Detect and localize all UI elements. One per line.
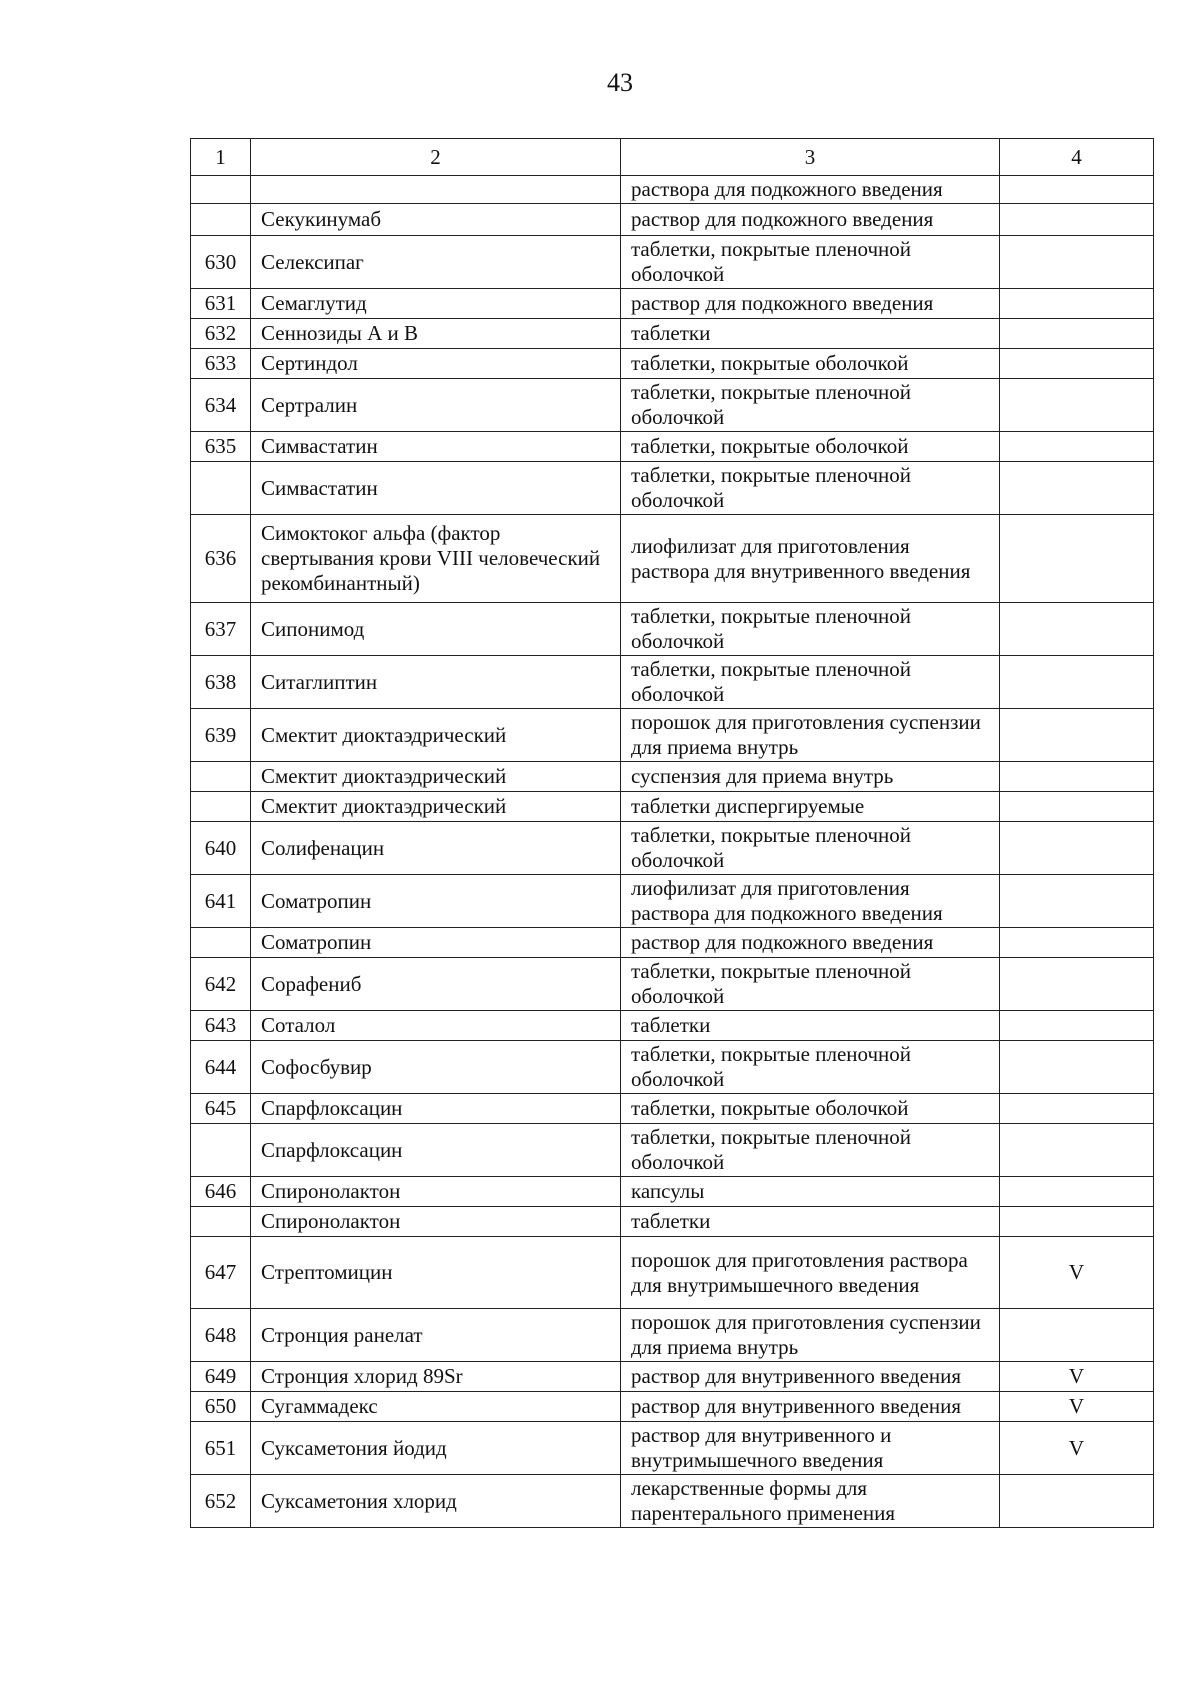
dosage-form-cell: суспензия для приема внутрь [621, 762, 1000, 792]
drug-name-cell: Стрептомицин [251, 1237, 621, 1309]
row-number-cell: 642 [191, 958, 251, 1011]
drug-name-cell: Суксаметония хлорид [251, 1475, 621, 1528]
drug-table [190, 138, 1154, 1528]
mark-cell [1000, 762, 1154, 792]
drug-name-cell: Соталол [251, 1011, 621, 1041]
mark-cell [1000, 379, 1154, 432]
drug-name-cell: Сертралин [251, 379, 621, 432]
dosage-form-cell: таблетки, покрытые пленочной оболочкой [621, 379, 1000, 432]
mark-cell [1000, 319, 1154, 349]
table-row [191, 792, 1154, 822]
table-row [191, 958, 1154, 1011]
row-number-cell [191, 792, 251, 822]
table-row [191, 1041, 1154, 1094]
drug-name-cell: Сорафениб [251, 958, 621, 1011]
mark-cell [1000, 349, 1154, 379]
mark-cell [1000, 928, 1154, 958]
drug-name-cell: Солифенацин [251, 822, 621, 875]
drug-name-cell: Стронция хлорид 89Sr [251, 1362, 621, 1392]
drug-name-cell: Сипонимод [251, 603, 621, 656]
mark-cell: V [1000, 1422, 1154, 1475]
table-row [191, 462, 1154, 515]
drug-name-cell: Семаглутид [251, 289, 621, 319]
row-number-cell: 648 [191, 1309, 251, 1362]
table-row [191, 1207, 1154, 1237]
drug-name-cell: Соматропин [251, 928, 621, 958]
header-cell-1: 1 [191, 139, 251, 176]
table-row [191, 822, 1154, 875]
mark-cell [1000, 1309, 1154, 1362]
table-row [191, 176, 1154, 204]
drug-name-cell: Софосбувир [251, 1041, 621, 1094]
dosage-form-cell: раствор для внутривенного введения [621, 1392, 1000, 1422]
dosage-form-cell: таблетки [621, 1207, 1000, 1237]
table-row [191, 1237, 1154, 1309]
dosage-form-cell: таблетки диспергируемые [621, 792, 1000, 822]
row-number-cell: 647 [191, 1237, 251, 1309]
row-number-cell [191, 762, 251, 792]
drug-name-cell: Симвастатин [251, 432, 621, 462]
drug-name-cell: Стронция ранелат [251, 1309, 621, 1362]
mark-cell [1000, 656, 1154, 709]
table-row [191, 515, 1154, 603]
mark-cell [1000, 176, 1154, 204]
dosage-form-cell: таблетки [621, 1011, 1000, 1041]
drug-name-cell: Секукинумаб [251, 204, 621, 236]
dosage-form-cell: раствор для подкожного введения [621, 928, 1000, 958]
mark-cell [1000, 1041, 1154, 1094]
mark-cell [1000, 1124, 1154, 1177]
mark-cell [1000, 709, 1154, 762]
table-row [191, 709, 1154, 762]
dosage-form-cell: раствор для подкожного введения [621, 204, 1000, 236]
table-row [191, 349, 1154, 379]
dosage-form-cell: таблетки, покрытые оболочкой [621, 1094, 1000, 1124]
table-row [191, 289, 1154, 319]
dosage-form-cell: раствор для внутривенного введения [621, 1362, 1000, 1392]
dosage-form-cell: таблетки, покрытые пленочной оболочкой [621, 1124, 1000, 1177]
row-number-cell [191, 462, 251, 515]
row-number-cell: 630 [191, 236, 251, 289]
drug-name-cell: Спарфлоксацин [251, 1094, 621, 1124]
table-row [191, 1094, 1154, 1124]
drug-name-cell: Ситаглиптин [251, 656, 621, 709]
table-row [191, 928, 1154, 958]
mark-cell [1000, 1094, 1154, 1124]
mark-cell: V [1000, 1362, 1154, 1392]
mark-cell: V [1000, 1237, 1154, 1309]
drug-name-cell: Спиронолактон [251, 1207, 621, 1237]
drug-name-cell: Суксаметония йодид [251, 1422, 621, 1475]
dosage-form-cell: лиофилизат для приготовления раствора для внутривенного введения [621, 515, 1000, 603]
dosage-form-cell: таблетки, покрытые пленочной оболочкой [621, 1041, 1000, 1094]
row-number-cell: 641 [191, 875, 251, 928]
table-row [191, 1309, 1154, 1362]
dosage-form-cell: таблетки, покрытые пленочной оболочкой [621, 822, 1000, 875]
dosage-form-cell: таблетки, покрытые пленочной оболочкой [621, 656, 1000, 709]
drug-name-cell: Смектит диоктаэдрический [251, 762, 621, 792]
table-row [191, 379, 1154, 432]
mark-cell [1000, 1475, 1154, 1528]
mark-cell [1000, 822, 1154, 875]
row-number-cell: 646 [191, 1177, 251, 1207]
page-number: 43 [607, 68, 633, 97]
table-row [191, 1392, 1154, 1422]
table-row [191, 656, 1154, 709]
table-row [191, 762, 1154, 792]
table-body [191, 139, 1154, 1528]
table-row [191, 875, 1154, 928]
row-number-cell: 645 [191, 1094, 251, 1124]
mark-cell [1000, 792, 1154, 822]
mark-cell [1000, 432, 1154, 462]
row-number-cell [191, 1207, 251, 1237]
mark-cell [1000, 958, 1154, 1011]
mark-cell [1000, 1207, 1154, 1237]
mark-cell [1000, 236, 1154, 289]
row-number-cell: 638 [191, 656, 251, 709]
mark-cell: V [1000, 1392, 1154, 1422]
dosage-form-cell: таблетки, покрытые пленочной оболочкой [621, 603, 1000, 656]
row-number-cell: 635 [191, 432, 251, 462]
table-header-row [191, 139, 1154, 176]
header-cell-3: 3 [621, 139, 1000, 176]
table-row [191, 603, 1154, 656]
mark-cell [1000, 204, 1154, 236]
table-row [191, 432, 1154, 462]
drug-name-cell: Сугаммадекс [251, 1392, 621, 1422]
dosage-form-cell: таблетки, покрытые пленочной оболочкой [621, 462, 1000, 515]
drug-name-cell: Спарфлоксацин [251, 1124, 621, 1177]
table-row [191, 1422, 1154, 1475]
mark-cell [1000, 289, 1154, 319]
dosage-form-cell: таблетки, покрытые оболочкой [621, 349, 1000, 379]
drug-name-cell: Сеннозиды А и В [251, 319, 621, 349]
dosage-form-cell: порошок для приготовления раствора для внутримышечного введения [621, 1237, 1000, 1309]
drug-name-cell: Симвастатин [251, 462, 621, 515]
mark-cell [1000, 603, 1154, 656]
mark-cell [1000, 515, 1154, 603]
table-row [191, 1475, 1154, 1528]
dosage-form-cell: раствор для внутривенного и внутримышечного введения [621, 1422, 1000, 1475]
table-row [191, 204, 1154, 236]
row-number-cell: 652 [191, 1475, 251, 1528]
header-cell-2: 2 [251, 139, 621, 176]
dosage-form-cell: таблетки, покрытые пленочной оболочкой [621, 958, 1000, 1011]
drug-name-cell [251, 176, 621, 204]
dosage-form-cell: порошок для приготовления суспензии для приема внутрь [621, 709, 1000, 762]
dosage-form-cell: таблетки, покрытые пленочной оболочкой [621, 236, 1000, 289]
drug-name-cell: Соматропин [251, 875, 621, 928]
drug-name-cell: Сертиндол [251, 349, 621, 379]
row-number-cell: 633 [191, 349, 251, 379]
table-row [191, 1011, 1154, 1041]
dosage-form-cell: таблетки, покрытые оболочкой [621, 432, 1000, 462]
drug-name-cell: Симоктоког альфа (фактор свертывания крови VIII человеческий рекомбинантный) [251, 515, 621, 603]
mark-cell [1000, 875, 1154, 928]
dosage-form-cell: раствор для подкожного введения [621, 289, 1000, 319]
table-row [191, 236, 1154, 289]
row-number-cell [191, 176, 251, 204]
row-number-cell: 631 [191, 289, 251, 319]
dosage-form-cell: порошок для приготовления суспензии для приема внутрь [621, 1309, 1000, 1362]
mark-cell [1000, 462, 1154, 515]
row-number-cell: 644 [191, 1041, 251, 1094]
drug-name-cell: Спиронолактон [251, 1177, 621, 1207]
row-number-cell [191, 1124, 251, 1177]
dosage-form-cell: капсулы [621, 1177, 1000, 1207]
row-number-cell: 643 [191, 1011, 251, 1041]
dosage-form-cell: лекарственные формы для парентерального применения [621, 1475, 1000, 1528]
table-row [191, 1124, 1154, 1177]
row-number-cell [191, 204, 251, 236]
row-number-cell: 637 [191, 603, 251, 656]
row-number-cell: 632 [191, 319, 251, 349]
mark-cell [1000, 1177, 1154, 1207]
row-number-cell: 651 [191, 1422, 251, 1475]
row-number-cell: 649 [191, 1362, 251, 1392]
table-row [191, 1177, 1154, 1207]
row-number-cell: 640 [191, 822, 251, 875]
dosage-form-cell: лиофилизат для приготовления раствора для подкожного введения [621, 875, 1000, 928]
row-number-cell [191, 928, 251, 958]
table-row [191, 319, 1154, 349]
dosage-form-cell: таблетки [621, 319, 1000, 349]
row-number-cell: 636 [191, 515, 251, 603]
drug-name-cell: Смектит диоктаэдрический [251, 709, 621, 762]
header-cell-4: 4 [1000, 139, 1154, 176]
row-number-cell: 650 [191, 1392, 251, 1422]
drug-name-cell: Селексипаг [251, 236, 621, 289]
row-number-cell: 634 [191, 379, 251, 432]
table-row [191, 1362, 1154, 1392]
dosage-form-cell: раствора для подкожного введения [621, 176, 1000, 204]
mark-cell [1000, 1011, 1154, 1041]
drug-name-cell: Смектит диоктаэдрический [251, 792, 621, 822]
row-number-cell: 639 [191, 709, 251, 762]
